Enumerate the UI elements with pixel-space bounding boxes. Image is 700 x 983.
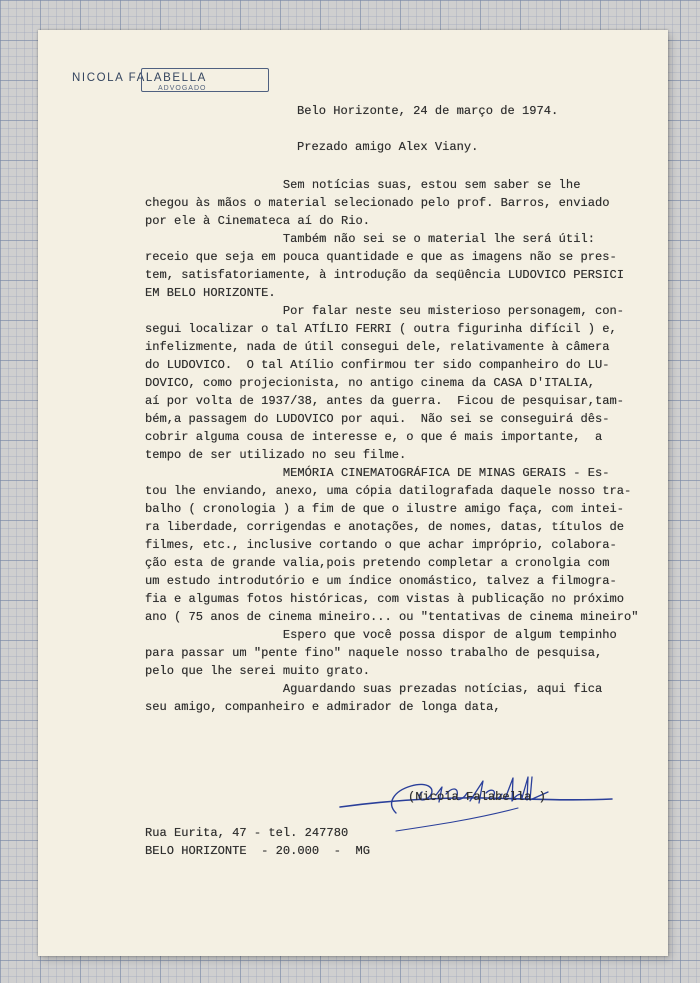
body-line: um estudo introdutório e um índice onomástico, talvez a filmogra- (145, 574, 617, 588)
body-line: EM BELO HORIZONTE. (145, 286, 276, 300)
letterhead-first-name: NICOLA (72, 72, 124, 84)
letterhead-last-name: FALABELLA (128, 72, 207, 84)
letterhead (72, 70, 252, 92)
body-line: Espero que você possa dispor de algum tempinho (145, 628, 617, 642)
body-line: ano ( 75 anos de cinema mineiro... ou "tentativas de cinema mineiro" (145, 610, 639, 624)
body-line: aí por volta de 1937/38, antes da guerra. Ficou de pesquisar,tam- (145, 394, 624, 408)
body-line: balho ( cronologia ) a fim de que o ilustre amigo faça, com intei- (145, 502, 624, 516)
body-line: tempo de ser utilizado no seu filme. (145, 448, 407, 462)
body-line: por ele à Cinemateca aí do Rio. (145, 214, 370, 228)
body-line: seu amigo, companheiro e admirador de longa data, (145, 700, 501, 714)
body-line: Sem notícias suas, estou sem saber se lhe (145, 178, 581, 192)
body-line: do LUDOVICO. O tal Atílio confirmou ter sido companheiro do LU- (145, 358, 610, 372)
body-line: tem, satisfatoriamente, à introdução da seqüência LUDOVICO PERSICI (145, 268, 624, 282)
body-line: bém,a passagem do LUDOVICO por aqui. Não sei se conseguirá dês- (145, 412, 610, 426)
body-line: segui localizar o tal ATÍLIO FERRI ( outra figurinha difícil ) e, (145, 322, 617, 336)
date-line: Belo Horizonte, 24 de março de 1974. (297, 104, 559, 118)
letter-body (145, 176, 639, 716)
body-line: MEMÓRIA CINEMATOGRÁFICA DE MINAS GERAIS - Es- (145, 466, 610, 480)
letterhead-subtitle: ADVOGADO (158, 85, 207, 92)
body-line: infelizmente, nada de útil consegui dele, relativamente à câmera (145, 340, 610, 354)
body-line: DOVICO, como projecionista, no antigo cinema da CASA D'ITALIA, (145, 376, 595, 390)
body-line: filmes, etc., inclusive cortando o que achar impróprio, colabora- (145, 538, 617, 552)
body-line: pelo que lhe serei muito grato. (145, 664, 370, 678)
body-line: Por falar neste seu misterioso personagem, con- (145, 304, 624, 318)
body-line: para passar um "pente fino" naquele nosso trabalho de pesquisa, (145, 646, 603, 660)
body-line: Aguardando suas prezadas notícias, aqui fica (145, 682, 603, 696)
body-line: receio que seja em pouca quantidade e que as imagens não se pres- (145, 250, 617, 264)
body-line: Também não sei se o material lhe será útil: (145, 232, 595, 246)
body-line: tou lhe enviando, anexo, uma cópia datilografada daquele nosso tra- (145, 484, 632, 498)
body-line: ção esta de grande valia,pois pretendo completar a cronolgia com (145, 556, 610, 570)
body-line: chegou às mãos o material selecionado pelo prof. Barros, enviado (145, 196, 610, 210)
address-line-1: Rua Eurita, 47 - tel. 247780 (145, 826, 349, 840)
signature-name: (Nicola Falabella ) (408, 790, 546, 804)
salutation: Prezado amigo Alex Viany. (297, 140, 479, 154)
body-line: cobrir alguma cousa de interesse e, o que é mais importante, a (145, 430, 603, 444)
body-line: ra liberdade, corrigendas e anotações, de nomes, datas, títulos de (145, 520, 624, 534)
body-line: fia e algumas fotos históricas, com vistas à publicação no próximo (145, 592, 624, 606)
letter-page (38, 30, 668, 956)
address-line-2: BELO HORIZONTE - 20.000 - MG (145, 844, 370, 858)
